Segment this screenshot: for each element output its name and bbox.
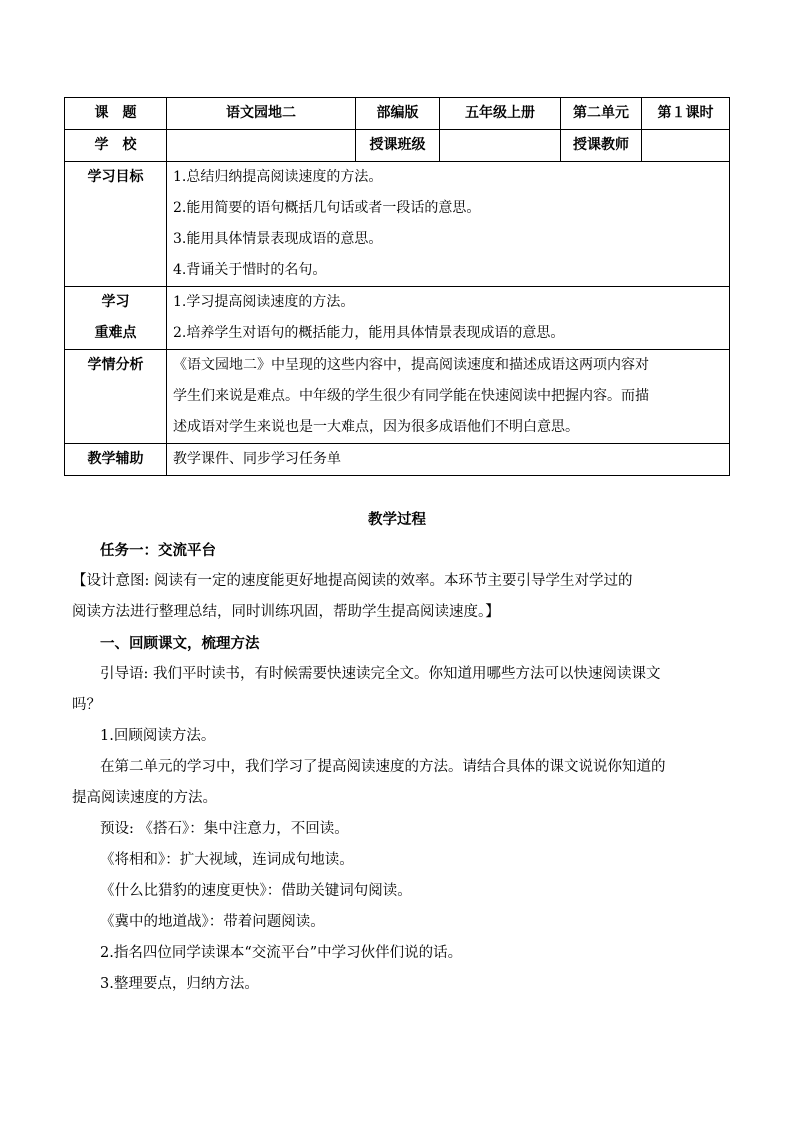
analysis-row [65,350,730,444]
teacher-value [642,130,730,162]
goals-label: 学习目标 [65,162,167,287]
step-text-line: 在第二单元的学习中，我们学习了提高阅读速度的方法。请结合具体的课文说说你知道的 [100,759,666,775]
step-heading: 1.回顾阅读方法。 [100,728,216,744]
topic-value: 语文园地二 [167,98,356,130]
class-label: 授课班级 [356,130,440,162]
step-text-line: 提高阅读速度的方法。 [72,790,217,806]
difficulty-item: 1.学习提高阅读速度的方法。 [173,294,355,310]
goal-item: 4.背诵关于惜时的名句。 [173,262,327,278]
goal-item: 3.能用具体情景表现成语的意思。 [173,231,383,247]
lesson-number: 第１课时 [642,98,730,130]
step-heading: 2.指名四位同学读课本“交流平台”中学习伙伴们说的话。 [100,945,463,961]
preset-line: 预设: 《搭石》：集中注意力，不回读。 [100,821,349,837]
school-row [65,130,730,162]
topic-label: 课 题 [65,98,167,130]
preset-line: 《将相和》：扩大视域，连词成句地读。 [100,852,354,868]
difficulties-label-line1: 学习 [101,294,130,310]
task-title: 任务一：交流平台 [100,542,216,559]
aids-value: 教学课件、同步学习任务单 [167,444,730,476]
school-value [167,130,356,162]
preset-line: 《冀中的地道战》：带着问题阅读。 [100,914,325,930]
section-heading: 一、回顾课文，梳理方法 [100,635,260,652]
aids-row [65,444,730,476]
school-label: 学 校 [65,130,167,162]
difficulties-row [65,287,730,350]
difficulties-label-line2: 重难点 [94,325,137,341]
analysis-line: 学生们来说是难点。中年级的学生很少有同学能在快速阅读中把握内容。而描 [173,388,649,404]
difficulties-content [167,287,730,350]
preset-line: 《什么比猎豹的速度更快》：借助关键词句阅读。 [100,883,412,899]
guide-line: 引导语: 我们平时读书，有时候需要快速读完全文。你知道用哪些方法可以快速阅读课文 [100,666,661,682]
class-value [440,130,561,162]
unit: 第二单元 [561,98,642,130]
design-intent-line: 阅读方法进行整理总结，同时训练巩固，帮助学生提高阅读速度。】 [72,604,500,620]
guide-line: 吗？ [72,697,101,713]
process-title: 教学过程 [368,511,426,528]
analysis-line: 述成语对学生来说也是一大难点，因为很多成语他们不明白意思。 [173,419,579,435]
teaching-process [72,505,722,1000]
lesson-info-table [64,97,730,476]
analysis-content [167,350,730,444]
goals-content [167,162,730,287]
topic-row [65,98,730,130]
goal-item: 2.能用简要的语句概括几句话或者一段话的意思。 [173,200,481,216]
difficulties-label [65,287,167,350]
analysis-label: 学情分析 [65,350,167,444]
goals-row [65,162,730,287]
goal-item: 1.总结归纳提高阅读速度的方法。 [173,169,383,185]
teacher-label: 授课教师 [561,130,642,162]
difficulty-item: 2.培养学生对语句的概括能力，能用具体情景表现成语的意思。 [173,325,565,341]
grade: 五年级上册 [440,98,561,130]
analysis-line: 《语文园地二》中呈现的这些内容中，提高阅读速度和描述成语这两项内容对 [173,357,649,373]
step-heading: 3.整理要点，归纳方法。 [100,976,259,992]
design-intent-line: 【设计意图: 阅读有一定的速度能更好地提高阅读的效率。本环节主要引导学生对学过的 [72,573,633,589]
edition: 部编版 [356,98,440,130]
aids-label: 教学辅助 [65,444,167,476]
